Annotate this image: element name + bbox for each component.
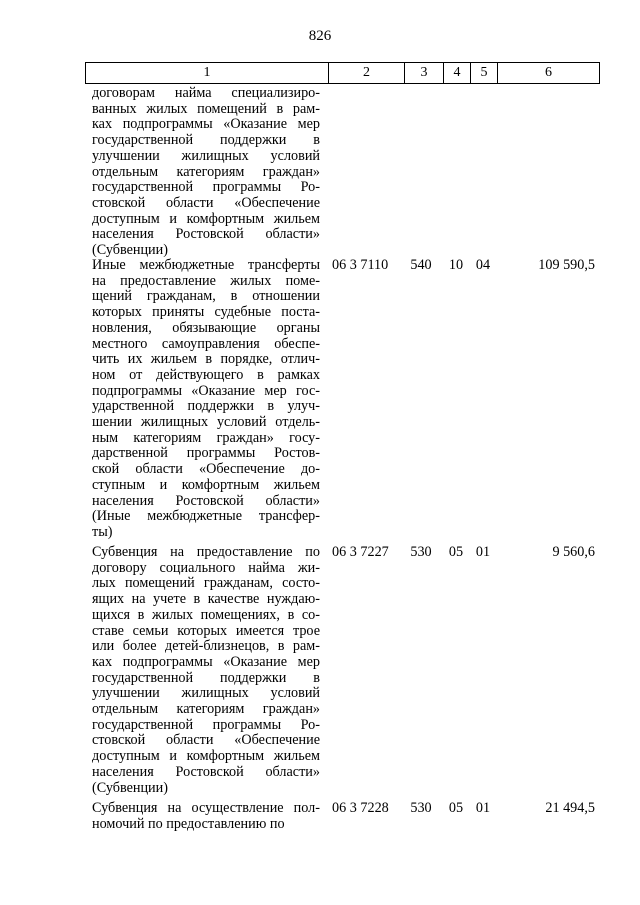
description-line: ты) [92,523,113,540]
description-line: ящих на учете в качестве нуждаю- [92,591,320,608]
description-line: доступным и комфортным жильем [92,748,320,765]
description-line: подпрограммы «Оказание мер гос- [92,382,320,399]
description-line: на предоставление жилых поме- [92,272,320,289]
description-line: улучшении жилищных условий [92,147,320,164]
description-line: договору социального найма жи- [92,559,320,576]
description-line: (Иные межбюджетные трансфер- [92,508,320,525]
row-amount: 109 590,5 [538,257,595,273]
description-line: ванных жилых помещений в рам- [92,100,320,117]
row-description [92,258,320,541]
description-line: населения Ростовской области» [92,763,320,780]
row-description [92,545,320,796]
page-number: 826 [308,28,332,44]
description-line: щихся в жилых помещениях, в со- [92,606,320,623]
row-subsection: 01 [475,800,491,816]
row-amount: 9 560,6 [552,544,595,560]
row-section: 05 [448,800,464,816]
description-line: ступным и комфортным жильем [92,476,320,493]
row-expense-type: 530 [410,800,432,816]
description-line: номочий по предоставлению по [92,815,285,832]
description-line: населения Ростовской области» [92,226,320,243]
description-line: отдельным категориям граждан» [92,701,320,718]
description-line: которых приняты судебные поста- [92,304,320,321]
row-amount: 21 494,5 [545,800,595,816]
description-line: Субвенция на осуществление пол- [92,800,320,816]
column-header-5: 5 [471,63,498,84]
description-line: отдельным категориям граждан» [92,163,320,180]
description-line: государственной программы Ро- [92,179,320,196]
description-line: шении жилищных условий отдель- [92,414,320,431]
column-header-3: 3 [405,63,444,84]
description-line: лых помещений гражданам, состо- [92,575,320,592]
description-line: или более детей-близнецов, в рам- [92,638,320,655]
description-line: ным категориям граждан» госу- [92,429,320,446]
row-description [92,801,320,832]
column-header-4: 4 [444,63,471,84]
description-line: улучшении жилищных условий [92,685,320,702]
row-target-code: 06 3 7228 [332,800,389,816]
description-line: ской области «Обеспечение до- [92,461,320,478]
description-line: ном от действующего в рамках [92,366,320,383]
row-expense-type: 530 [410,544,432,560]
row-subsection: 01 [475,544,491,560]
description-line: местного самоуправления обеспе- [92,335,320,352]
description-line: щений гражданам, в отношении [92,288,320,305]
description-line: государственной поддержки в [92,669,320,686]
description-line: ках подпрограммы «Оказание мер [92,653,320,670]
description-line: населения Ростовской области» [92,492,320,509]
description-line: Иные межбюджетные трансферты [92,257,320,273]
description-line: (Субвенции) [92,242,168,259]
description-line: чить их жильем в порядке, отлич- [92,351,320,368]
description-line: ках подпрограммы «Оказание мер [92,116,320,133]
description-line: договорам найма специализиро- [92,85,320,101]
description-line: дарственной программы Ростов- [92,445,320,462]
description-line: государственной поддержки в [92,132,320,149]
column-header-2: 2 [329,63,405,84]
row-section: 10 [448,257,464,273]
column-header-1: 1 [86,63,329,84]
row-target-code: 06 3 7227 [332,544,389,560]
description-line: ударственной поддержки в улуч- [92,398,320,415]
row-expense-type: 540 [410,257,432,273]
description-line: стовской области «Обеспечение [92,194,320,211]
row-subsection: 04 [475,257,491,273]
description-line: стовской области «Обеспечение [92,732,320,749]
description-line: Субвенция на предоставление по [92,544,320,560]
description-line: новления, обязывающие органы [92,319,320,336]
column-header-6: 6 [498,63,600,84]
row-section: 05 [448,544,464,560]
row-description [92,86,320,259]
description-line: (Субвенции) [92,779,168,796]
description-line: государственной программы Ро- [92,716,320,733]
row-target-code: 06 3 7110 [332,257,389,273]
column-header-row [85,62,600,84]
description-line: ставе семьи которых имеется трое [92,622,320,639]
description-line: доступным и комфортным жильем [92,210,320,227]
